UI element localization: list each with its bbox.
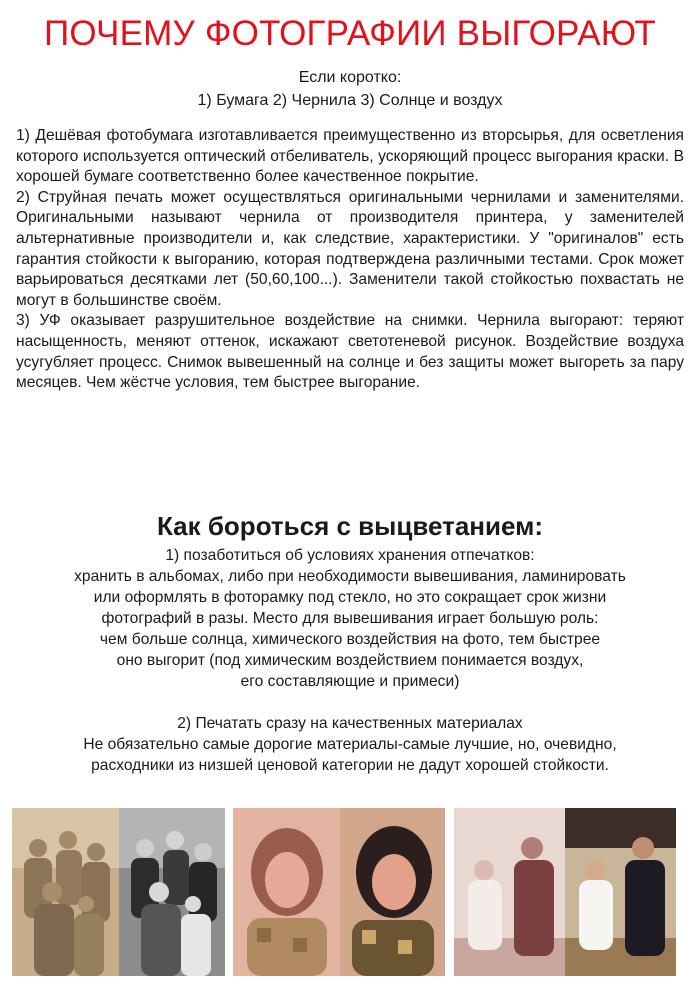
paragraph-paper: 1) Дешёвая фотобумага изготавливается преимущественно из вторсырья, для осветления которого используется оптический отбеливатель, ускоряющий процесс выгорания краски. В хорошей бумаге соответственно более качественное покрытие.	[16, 127, 684, 186]
paragraph-sun-air: 3) УФ оказывает разрушительное воздействие на снимки. Чернила выгорают: теряют насыщенность, меняют оттенок, искажают светотеневой рисунок. Воздействие воздуха усугубляет процесс. Снимок вывешенный на солнце и без защиты может выгореть за пару месяцев. Чем жёстче условия, тем быстрее выгорание.	[16, 312, 684, 392]
tip-line: или оформлять в фоторамку под стекло, но это сокращает срок жизни	[93, 589, 607, 606]
tips-text	[0, 545, 700, 776]
tip-line: чем больше солнца, химического воздействия на фото, тем быстрее	[99, 631, 601, 648]
tip-line: хранить в альбомах, либо при необходимости вывешивания, ламинировать	[74, 568, 626, 585]
summary-heading: Если коротко:	[298, 69, 402, 86]
summary-list: 1) Бумага 2) Чернила 3) Солнце и воздух	[197, 92, 503, 109]
faded-wedding-photo	[454, 808, 565, 976]
photo-strip	[0, 808, 700, 976]
tip-line: расходники из низшей ценовой категории не дадут хорошей стойкости.	[91, 757, 609, 774]
tip-line: 2) Печатать сразу на качественных материалах	[177, 715, 523, 732]
tip-line: фотографий в разы. Место для вывешивания играет большую роль:	[101, 610, 599, 627]
page-title: ПОЧЕМУ ФОТОГРАФИИ ВЫГОРАЮТ	[44, 14, 656, 53]
restored-family-photo	[119, 808, 225, 976]
summary	[0, 66, 700, 112]
tip-line: 1) позаботиться об условиях хранения отпечатков:	[165, 547, 535, 564]
tip-line: оно выгорит (под химическим воздействием понимается воздух,	[116, 652, 584, 669]
restored-wedding-photo	[565, 808, 676, 976]
paragraph-ink: 2) Струйная печать может осуществляться оригинальными чернилами и заменителями. Оригинальными называют чернила от производителя принтера, у заменителей альтернативные производители и, как следствие, характеристики. У "оригиналов" есть гарантия стойкости к выгоранию, которая подтверждена различными тестами. Срок может варьироваться десятками лет (50,60,100...). Заменители такой стойкостью похвастать не могут в большинстве своём.	[16, 188, 684, 309]
explanation-text	[16, 126, 684, 394]
faded-family-photo	[12, 808, 119, 976]
restored-portrait-photo	[340, 808, 445, 976]
section-heading: Как бороться с выцветанием:	[156, 511, 543, 541]
tip-line: Не обязательно самые дорогие материалы-самые лучшие, но, очевидно,	[83, 736, 617, 753]
tip-line: его составляющие и примеси)	[240, 673, 460, 690]
faded-portrait-photo	[233, 808, 340, 976]
